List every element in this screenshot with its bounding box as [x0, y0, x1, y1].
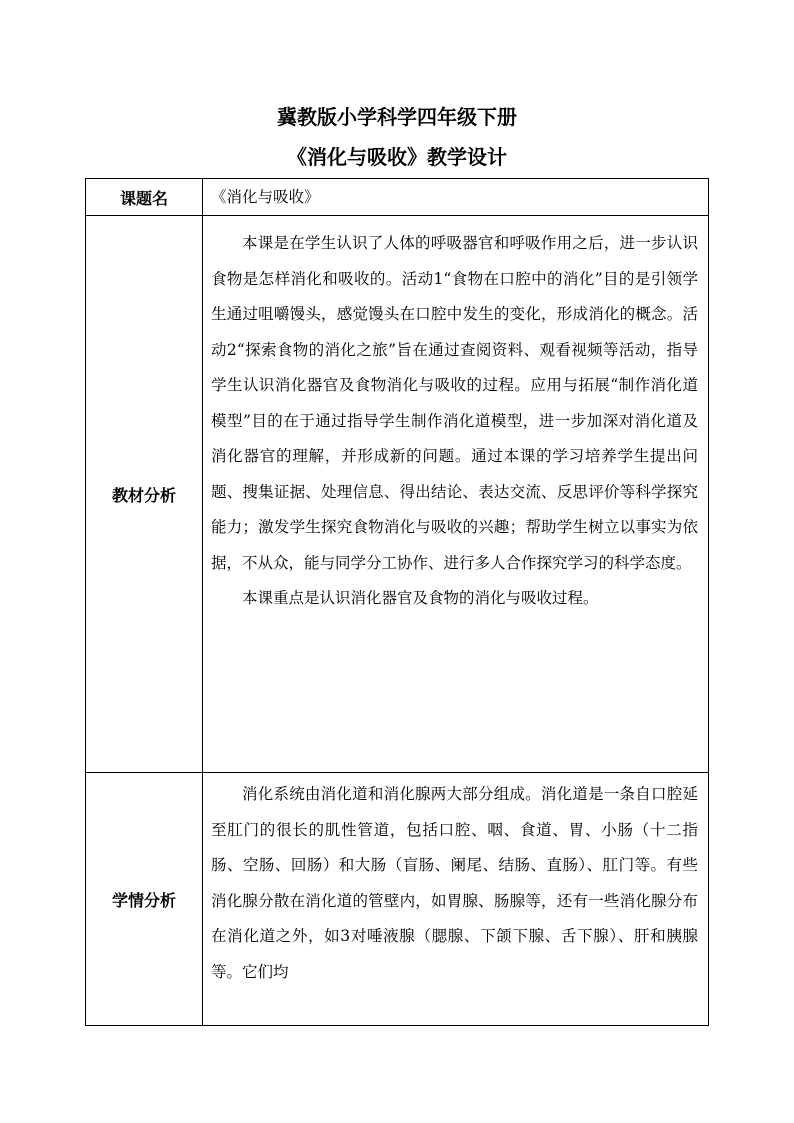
- row-content-student-analysis: [203, 773, 709, 1026]
- row-label-textbook-analysis: 教材分析: [86, 216, 203, 773]
- row-content-textbook-analysis: [203, 216, 709, 773]
- lesson-title-value: 《消化与吸收》: [211, 188, 320, 206]
- row-content-lesson-title: [203, 179, 709, 216]
- textbook-analysis-paragraph-1: 本课是在学生认识了人体的呼吸器官和呼吸作用之后，进一步认识食物是怎样消化和吸收的。活动1“食物在口腔中的消化”目的是引领学生通过咀嚼馒头，感觉馒头在口腔中发生的变化，形成消化的概念。活动2“探索食物的消化之旅”旨在通过查阅资料、观看视频等活动，指导学生认识消化器官及食物消化与吸收的过程。应用与拓展“制作消化道模型”目的在于通过指导学生制作消化道模型，进一步加深对消化道及消化器官的理解，并形成新的问题。通过本课的学习培养学生提出问题、搜集证据、处理信息、得出结论、表达交流、反思评价等科学探究能力；激发学生探究食物消化与吸收的兴趣；帮助学生树立以事实为依据，不从众，能与同学分工协作、进行多人合作探究学习的科学态度。: [211, 234, 698, 572]
- student-analysis-paragraph-1: 消化系统由消化道和消化腺两大部分组成。消化道是一条自口腔延至肛门的很长的肌性管道，包括口腔、咽、食道、胃、小肠（十二指肠、空肠、回肠）和大肠（盲肠、阑尾、结肠、直肠）、肛门等。有些消化腺分散在消化道的管壁内，如胃腺、肠腺等，还有一些消化腺分布在消化道之外，如3对唾液腺（腮腺、下颌下腺、舌下腺）、肝和胰腺等。它们均: [211, 785, 698, 981]
- row-label-lesson-title: 课题名: [86, 179, 203, 216]
- document-title: 冀教版小学科学四年级下册: [277, 105, 517, 129]
- table-row-textbook-analysis: [86, 216, 709, 773]
- document-subtitle: 《消化与吸收》教学设计: [287, 145, 507, 169]
- lesson-plan-table: [85, 178, 709, 1026]
- table-row-student-analysis: [86, 773, 709, 1026]
- textbook-analysis-paragraph-2: 本课重点是认识消化器官及食物的消化与吸收过程。: [242, 589, 599, 607]
- table-row-lesson-title: [86, 179, 709, 216]
- row-label-student-analysis: 学情分析: [86, 773, 203, 1026]
